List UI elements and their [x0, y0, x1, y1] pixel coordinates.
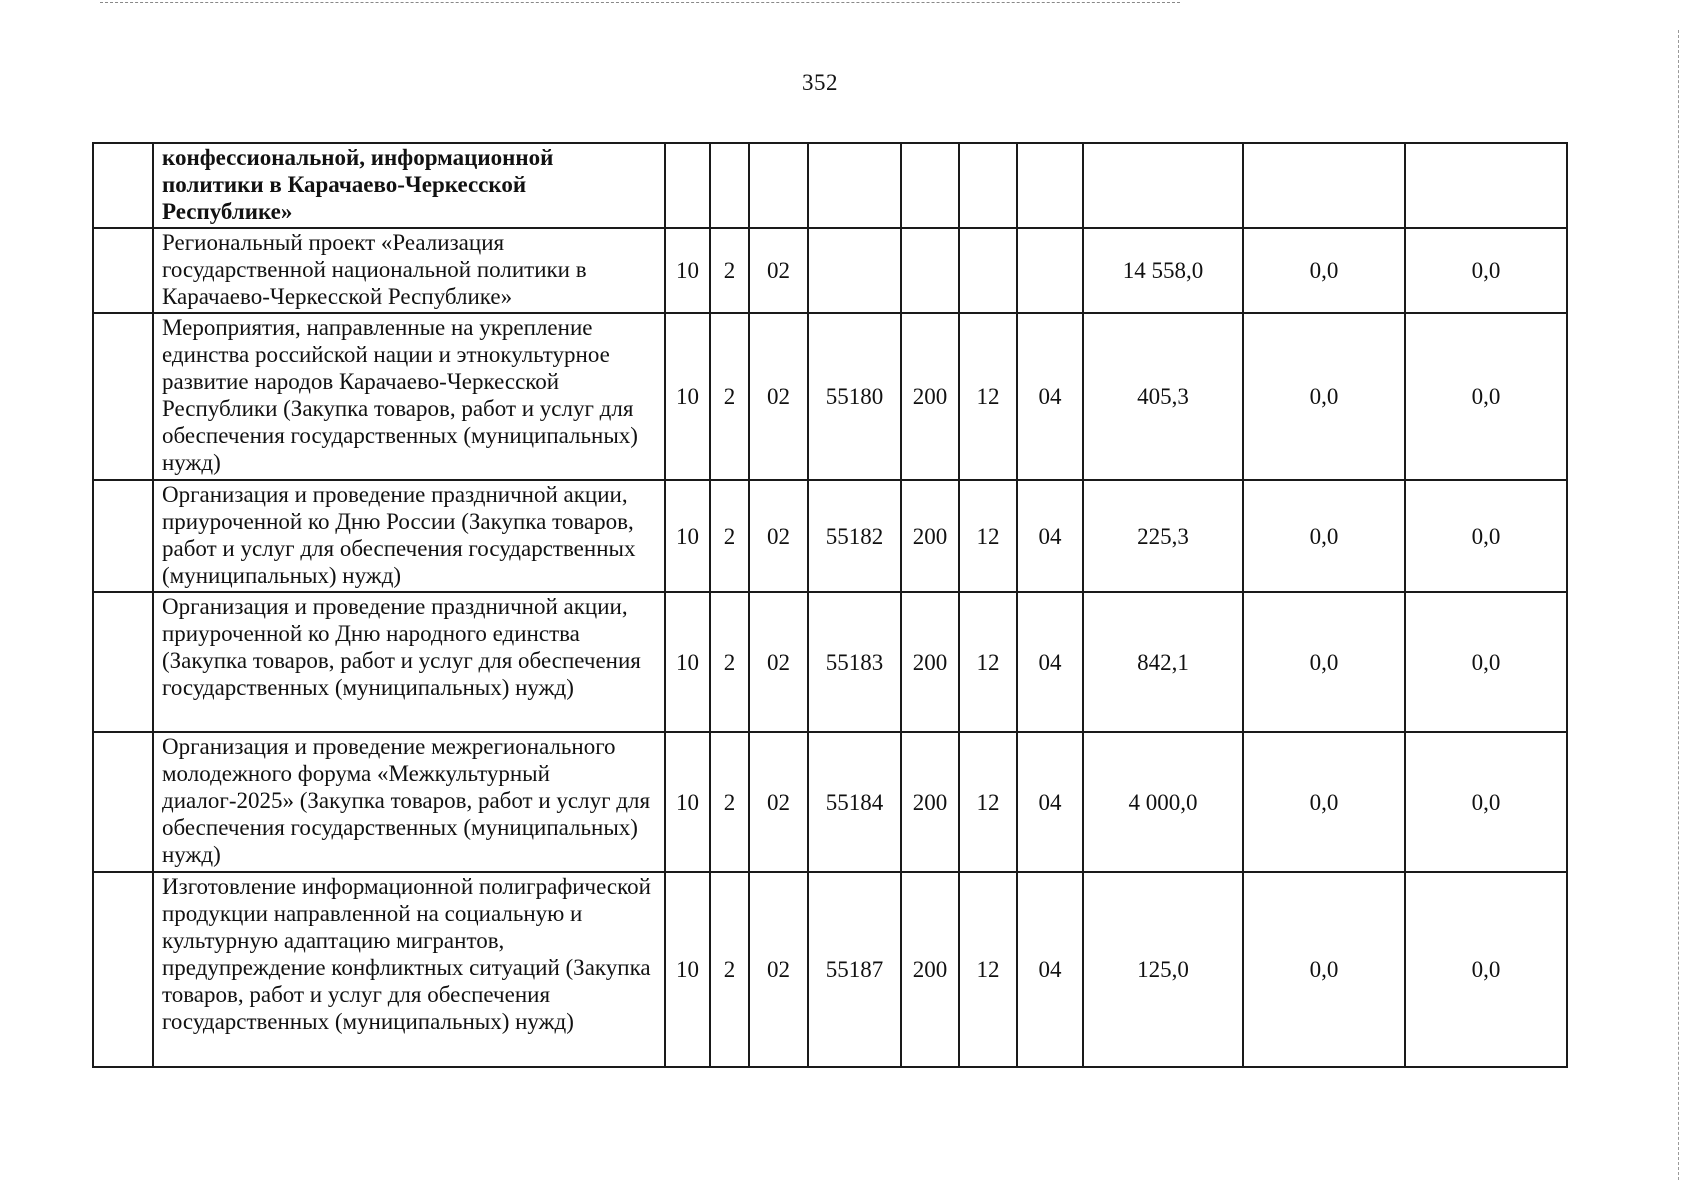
cell-amount-3: 0,0: [1405, 872, 1567, 1067]
empty-lead-cell: [93, 228, 153, 313]
cell-amount-3: 0,0: [1405, 480, 1567, 592]
empty-lead-cell: [93, 143, 153, 228]
cell-code-3: 02: [749, 872, 808, 1067]
table-row: [93, 592, 1567, 732]
cell-code-7: 04: [1017, 480, 1083, 592]
row-description: Региональный проект «Реализация государственной национальной политики в Карачаево-Черкесской Республике»: [153, 228, 665, 313]
cell-code-4: 55184: [808, 732, 901, 872]
cell-code-6: 12: [959, 592, 1017, 732]
cell-amount-1: 842,1: [1083, 592, 1243, 732]
cell-code-7: 04: [1017, 872, 1083, 1067]
cell-code-2: 2: [710, 313, 749, 480]
cell-amount-2: 0,0: [1243, 872, 1405, 1067]
cell-code-1: 10: [665, 480, 710, 592]
cell-code-6: 12: [959, 480, 1017, 592]
cell-amount-1: 225,3: [1083, 480, 1243, 592]
cell-amount-1: 4 000,0: [1083, 732, 1243, 872]
cell-amount-3: [1405, 143, 1567, 228]
empty-lead-cell: [93, 480, 153, 592]
cell-code-3: 02: [749, 313, 808, 480]
cell-amount-1: [1083, 143, 1243, 228]
empty-lead-cell: [93, 872, 153, 1067]
cell-code-6: 12: [959, 872, 1017, 1067]
cell-code-5: 200: [901, 313, 959, 480]
cell-code-3: 02: [749, 480, 808, 592]
table-row: [93, 732, 1567, 872]
cell-code-1: 10: [665, 313, 710, 480]
cell-code-4: [808, 228, 901, 313]
cell-code-5: [901, 228, 959, 313]
cell-code-7: 04: [1017, 592, 1083, 732]
row-description: Изготовление информационной полиграфической продукции направленной на социальную и культурную адаптацию мигрантов, предупреждение конфликтных ситуаций (Закупка товаров, работ и услуг для обеспечения государственных (муниципальных) нужд): [153, 872, 665, 1067]
table-row: [93, 313, 1567, 480]
cell-code-5: 200: [901, 592, 959, 732]
cell-amount-1: 14 558,0: [1083, 228, 1243, 313]
cell-code-4: [808, 143, 901, 228]
cell-code-2: 2: [710, 732, 749, 872]
cell-code-6: [959, 228, 1017, 313]
cell-amount-2: 0,0: [1243, 732, 1405, 872]
cell-code-3: 02: [749, 228, 808, 313]
cell-code-2: 2: [710, 480, 749, 592]
table-row: [93, 228, 1567, 313]
cell-amount-2: 0,0: [1243, 592, 1405, 732]
page-number: 352: [802, 70, 838, 95]
table-row: [93, 143, 1567, 228]
cell-code-1: [665, 143, 710, 228]
cell-code-5: 200: [901, 732, 959, 872]
scan-edge-right: [1678, 30, 1679, 1180]
cell-code-6: 12: [959, 732, 1017, 872]
cell-code-6: [959, 143, 1017, 228]
cell-code-1: 10: [665, 228, 710, 313]
cell-code-3: [749, 143, 808, 228]
cell-code-4: 55187: [808, 872, 901, 1067]
cell-code-1: 10: [665, 872, 710, 1067]
cell-code-7: [1017, 228, 1083, 313]
cell-code-4: 55182: [808, 480, 901, 592]
cell-code-2: 2: [710, 228, 749, 313]
cell-amount-2: 0,0: [1243, 480, 1405, 592]
cell-amount-3: 0,0: [1405, 592, 1567, 732]
cell-amount-3: 0,0: [1405, 732, 1567, 872]
cell-code-5: 200: [901, 872, 959, 1067]
cell-code-6: 12: [959, 313, 1017, 480]
cell-code-4: 55180: [808, 313, 901, 480]
cell-code-7: 04: [1017, 313, 1083, 480]
table-row: [93, 480, 1567, 592]
empty-lead-cell: [93, 313, 153, 480]
cell-code-5: [901, 143, 959, 228]
cell-code-2: 2: [710, 592, 749, 732]
row-description: Организация и проведение праздничной акции, приуроченной ко Дню народного единства (Закупка товаров, работ и услуг для обеспечения государственных (муниципальных) нужд): [153, 592, 665, 732]
cell-amount-1: 405,3: [1083, 313, 1243, 480]
budget-table: [92, 142, 1568, 1068]
empty-lead-cell: [93, 592, 153, 732]
cell-amount-2: 0,0: [1243, 313, 1405, 480]
cell-code-1: 10: [665, 732, 710, 872]
cell-code-7: [1017, 143, 1083, 228]
cell-amount-2: [1243, 143, 1405, 228]
cell-amount-3: 0,0: [1405, 313, 1567, 480]
cell-amount-3: 0,0: [1405, 228, 1567, 313]
table-row: [93, 872, 1567, 1067]
cell-code-3: 02: [749, 592, 808, 732]
row-description: Мероприятия, направленные на укрепление единства российской нации и этнокультурное развитие народов Карачаево-Черкесской Республики (Закупка товаров, работ и услуг для обеспечения государственных (муниципальных) нужд): [153, 313, 665, 480]
row-description: конфессиональной, информационной политики в Карачаево-Черкесской Республике»: [153, 143, 665, 228]
cell-code-3: 02: [749, 732, 808, 872]
cell-amount-1: 125,0: [1083, 872, 1243, 1067]
row-description: Организация и проведение праздничной акции, приуроченной ко Дню России (Закупка товаров, работ и услуг для обеспечения государственных (муниципальных) нужд): [153, 480, 665, 592]
scan-edge-top: [100, 2, 1180, 3]
table-body: [93, 143, 1567, 1067]
cell-code-5: 200: [901, 480, 959, 592]
cell-code-2: 2: [710, 872, 749, 1067]
cell-code-7: 04: [1017, 732, 1083, 872]
cell-code-4: 55183: [808, 592, 901, 732]
cell-code-1: 10: [665, 592, 710, 732]
empty-lead-cell: [93, 732, 153, 872]
cell-amount-2: 0,0: [1243, 228, 1405, 313]
cell-code-2: [710, 143, 749, 228]
row-description: Организация и проведение межрегионального молодежного форума «Межкультурный диалог-2025» (Закупка товаров, работ и услуг для обеспечения государственных (муниципальных) нужд): [153, 732, 665, 872]
